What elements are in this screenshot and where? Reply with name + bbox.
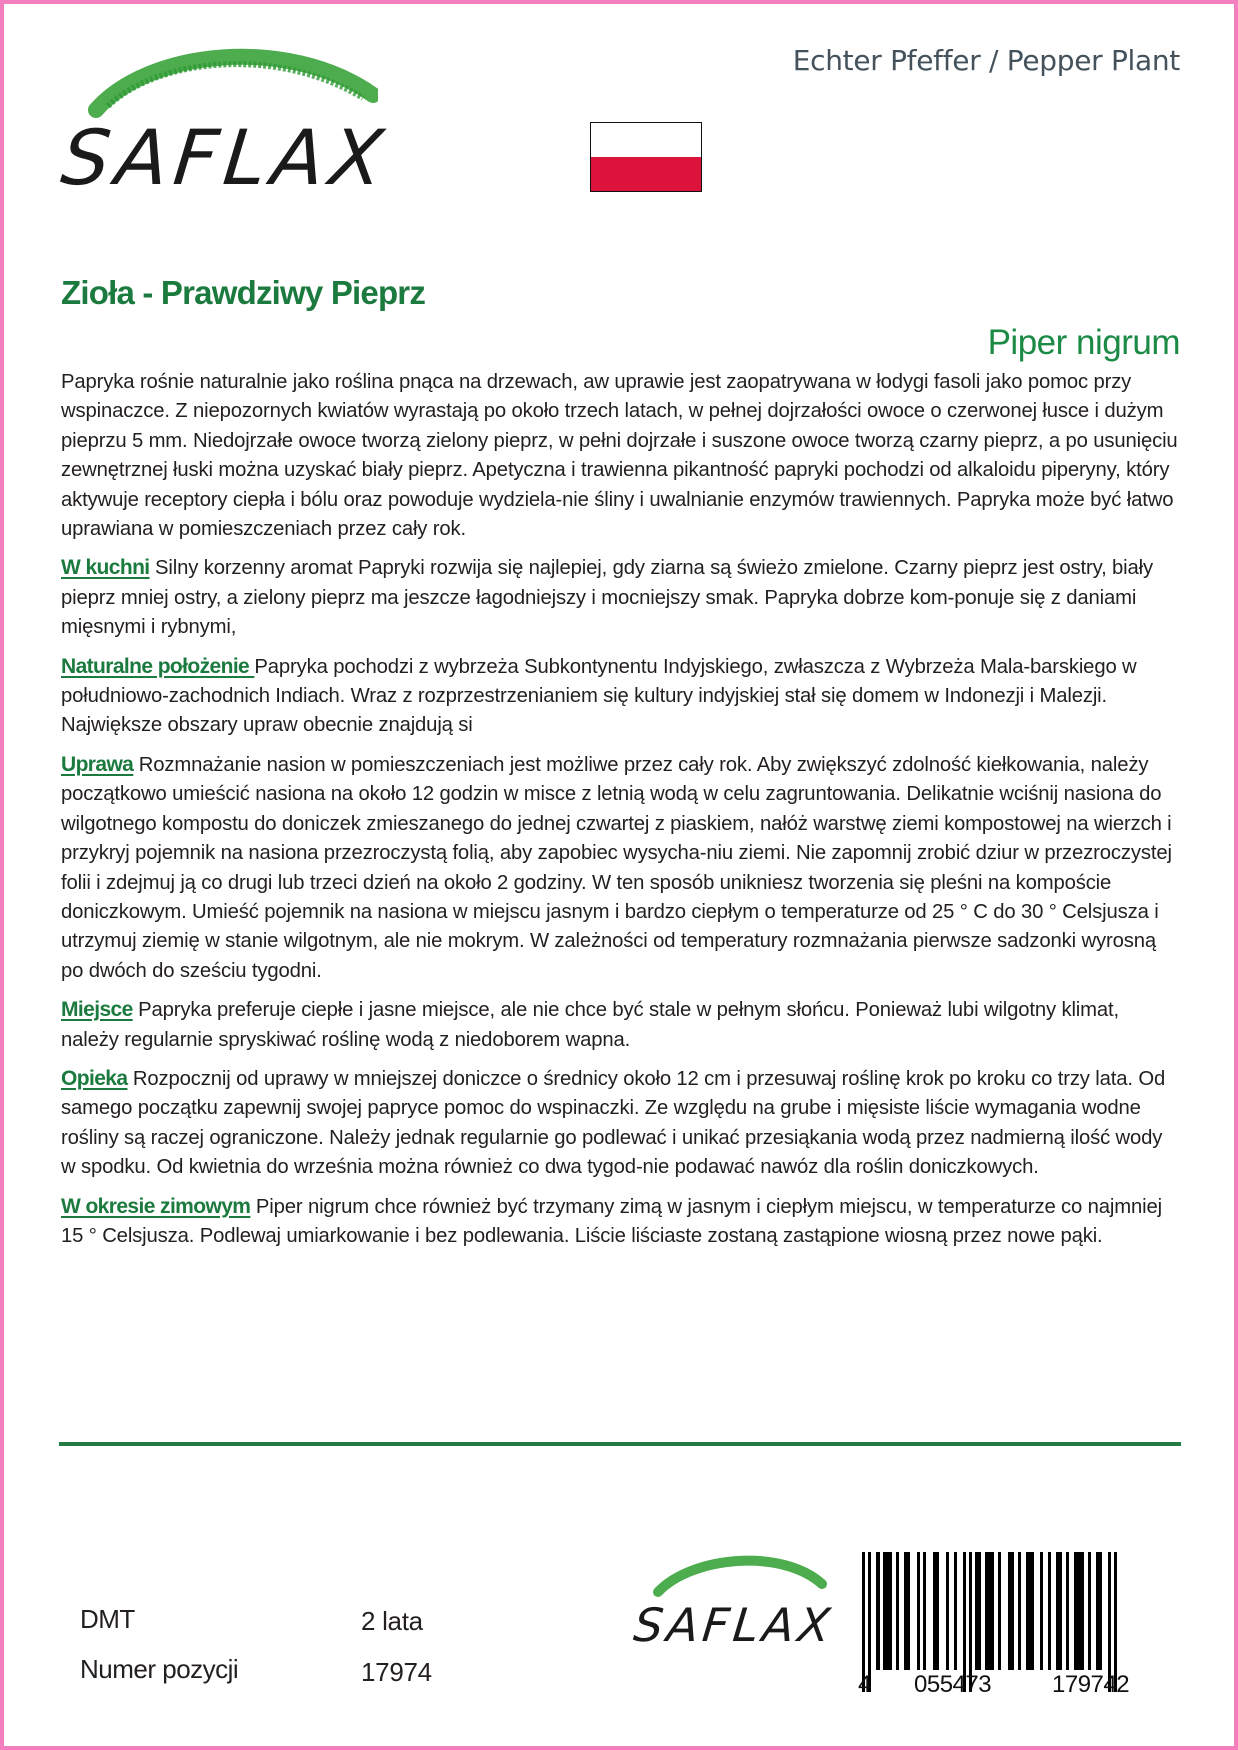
barcode-right-group: 179742 <box>1052 1671 1130 1698</box>
section-text: Rozpocznij od uprawy w mniejszej doniczce o średnicy około 12 cm i przesuwaj roślinę krok po kroku co trzy lata. Od samego początku zapewnij swojej papryce pomoc do wspinaczki. Ze względu na grube i mięsiste liście wymagania wodne rośliny są raczej ograniczone. Należy jednak regularnie go podlewać i unikać przesiąkania wodą przez nadmierną ilość wody w spodku. Od kwietnia do września można również co dwa tygod-nie podawać nawóz dla roślin doniczkowych. <box>61 1067 1166 1179</box>
section-heading: Uprawa <box>61 752 134 776</box>
barcode-left-group: 055473 <box>914 1671 992 1698</box>
section-winter <box>61 1192 1181 1252</box>
saflax-logo-footer <box>631 1550 837 1652</box>
product-name: Zioła - Prawdziwy Pieprz <box>61 274 426 311</box>
section-kitchen <box>61 553 1181 642</box>
green-arc-icon <box>652 1550 827 1600</box>
dmt-value: 2 lata <box>361 1606 423 1636</box>
section-text: Papryka pochodzi z wybrzeża Subkontynentu Indyjskiego, zwłaszcza z Wybrzeża Mala-barskiego w południowo-zachodnich Indiach. Wraz z rozprzestrzenianiem się kultury indyjskiej stał się domem w Indonezji i Malezji. Największe obszary upraw obecnie znajdują si <box>61 655 1137 737</box>
section-heading: W okresie zimowym <box>61 1194 251 1218</box>
section-text: Piper nigrum chce również być trzymany zimą w jasnym i ciepłym miejscu, w temperaturze co najmniej 15 ° Celsjusza. Podlewaj umiarkowanie i bez podlewania. Liście liściaste zostaną zastąpione wiosną przez nowe pąki. <box>61 1195 1162 1247</box>
header-title: Echter Pfeffer / Pepper Plant <box>792 44 1180 77</box>
green-arc-icon <box>88 40 378 120</box>
item-number-value: 17974 <box>361 1657 432 1687</box>
barcode-first-digit: 4 <box>858 1671 871 1698</box>
section-text: Papryka preferuje ciepłe i jasne miejsce, ale nie chce być stale w pełnym słońcu. Ponieważ lubi wilgotny klimat, należy regularnie spryskiwać roślinę wodą z niedoborem wapna. <box>61 999 1120 1051</box>
section-heading: Naturalne położenie <box>61 654 255 678</box>
dmt-label: DMT <box>80 1604 135 1634</box>
section-location <box>61 995 1181 1055</box>
section-heading: Opieka <box>61 1066 128 1090</box>
section-text: Silny korzenny aromat Papryki rozwija się najlepiej, gdy ziarna są świeżo zmielone. Czarny pieprz jest ostry, biały pieprz mniej ostry, a zielony pieprz ma jeszcze łagodniejszy i mocniejszy smak. Papryka dobrze kom-ponuje się z daniami mięsnymi i rybnymi, <box>61 557 1153 639</box>
saflax-logo <box>58 40 398 210</box>
item-number-label: Numer pozycji <box>80 1654 239 1684</box>
latin-name: Piper nigrum <box>987 323 1180 362</box>
intro-paragraph: Papryka rośnie naturalnie jako roślina pnąca na drzewach, aw uprawie jest zaopatrywana w łodygi fasoli jako pomoc przy wspinaczce. Z niepozornych kwiatów wyrastają po około trzech latach, w pełnej dojrzałości owoce o czerwonej łusce i dużym pieprzu 5 mm. Niedojrzałe owoce tworzą zielony pieprz, w pełni dojrzałe i suszone owoce tworzą czarny pieprz, a po usunięciu zewnętrznej łuski można uzyskać biały pieprz. Apetyczna i trawienna pikantność papryki pochodzi od alkaloidu piperyny, który aktywuje receptory ciepła i bólu oraz powoduje wydziela-nie śliny i uwalnianie enzymów trawiennych. Papryka może być łatwo uprawiana w pomieszczeniach przez cały rok. <box>61 371 1178 541</box>
section-cultivation <box>61 750 1181 986</box>
poland-flag-icon <box>590 122 702 192</box>
flag-red-stripe <box>591 157 701 191</box>
brand-wordmark: SAFLAX <box>631 1598 837 1652</box>
section-care <box>61 1064 1181 1183</box>
brand-wordmark: SAFLAX <box>57 113 394 202</box>
section-heading: W kuchni <box>61 556 150 580</box>
divider-rule <box>59 1442 1181 1446</box>
section-heading: Miejsce <box>61 998 133 1022</box>
section-text: Rozmnażanie nasion w pomieszczeniach jest możliwe przez cały rok. Aby zwiększyć zdolność kiełkowania, należy początkowo umieścić nasiona na około 12 godzin w misce z letnią wodą w celu zagruntowania. Delikatnie wciśnij nasiona do wilgotnego kompostu do doniczek zmieszanego do jednej czwartej z piaskiem, nałóż warstwę ziemi kompostowej na wierzch i przykryj pojemnik na nasiona przezroczystą folią, aby zapobiec wysycha-niu ziemi. Nie zapomnij zrobić dziur w przezroczystej folii i zdejmuj ją co drugi lub trzeci dzień na około 2 godziny. W ten sposób unikniesz tworzenia się pleśni na kompoście doniczkowym. Umieść pojemnik na nasiona w miejscu jasnym i bardzo ciepłym o temperaturze od 25 ° C do 30 ° Celsjusza i utrzymuj ziemię w stanie wilgotnym, ale nie mokrym. W zależności od temperatury rozmnażania pierwsze sadzonki wyrosną po dwóch do sześciu tygodni. <box>61 753 1172 982</box>
section-origin <box>61 652 1181 741</box>
description-body <box>61 368 1181 1260</box>
flag-white-stripe <box>591 123 701 157</box>
